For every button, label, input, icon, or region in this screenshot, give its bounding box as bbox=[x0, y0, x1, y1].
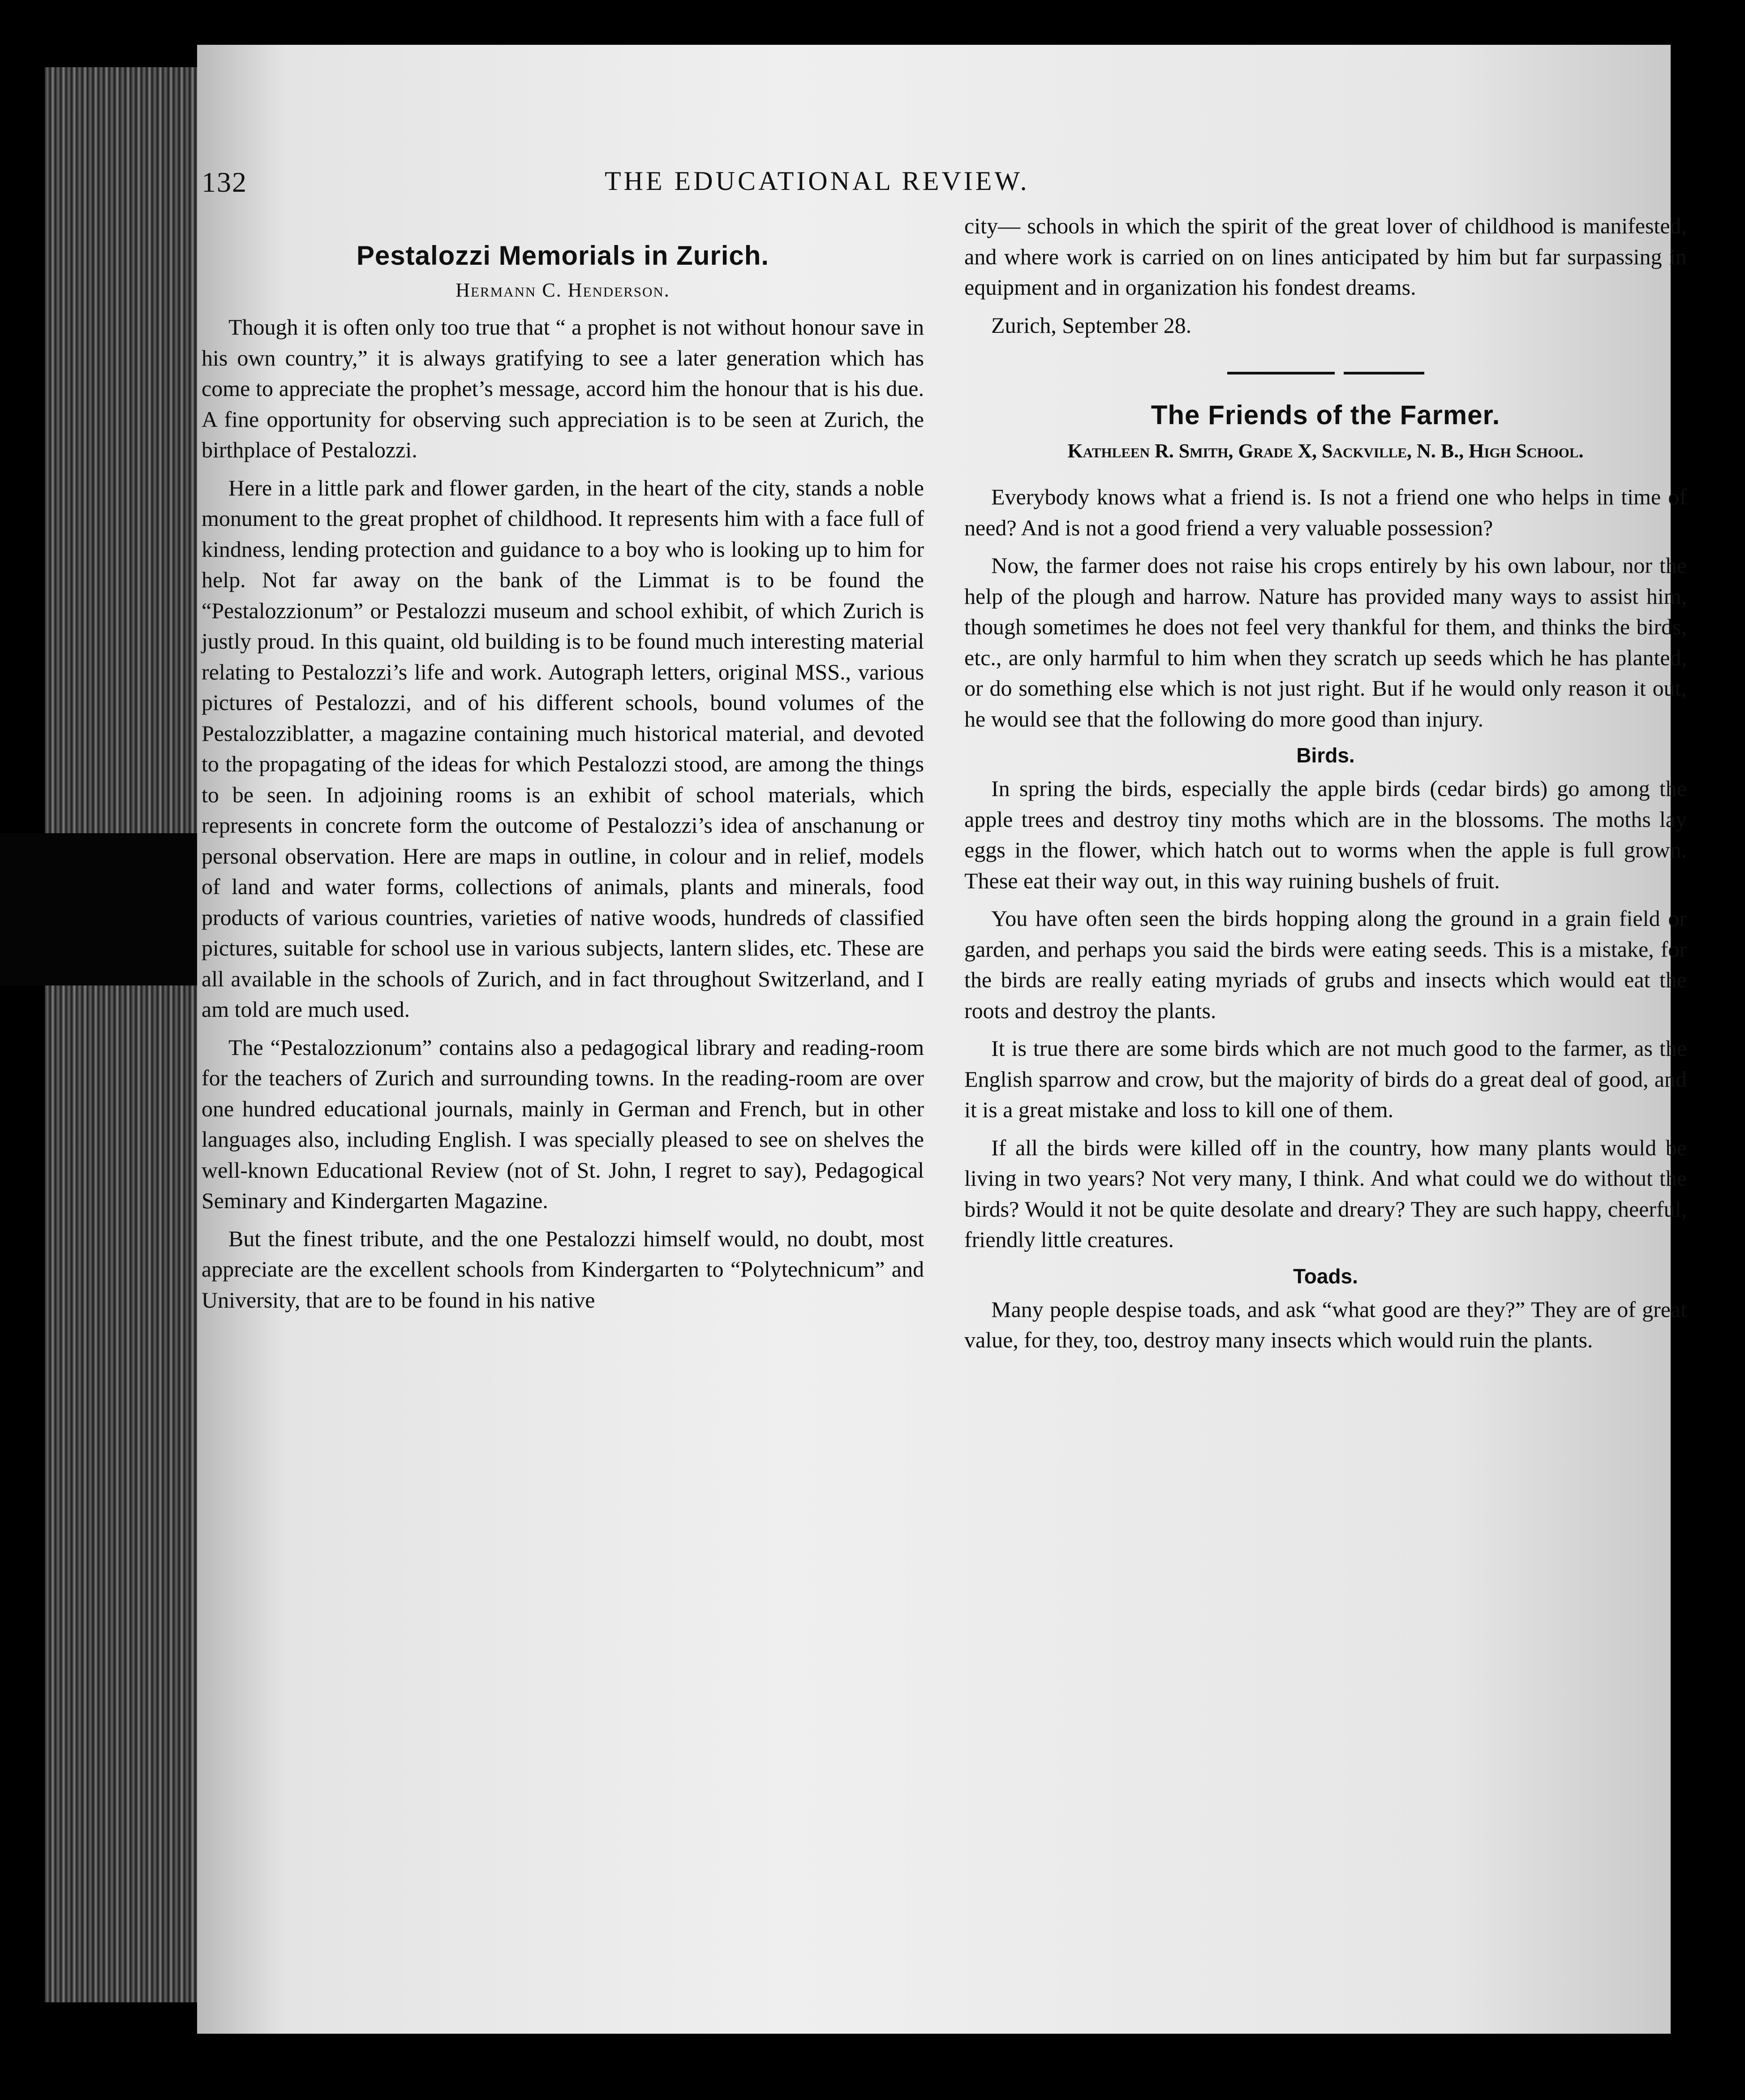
journal-title: THE EDUCATIONAL REVIEW. bbox=[605, 166, 1030, 196]
paragraph: Though it is often only too true that “ a prophet is not without honour save in his own country,” it is always gratifying to see a later generation which has come to appreciate the prophet’s message, accord him the honour that is his due. A fine opportunity for observing such appreciation is to be seen at Zurich, the birthplace of Pestalozzi. bbox=[202, 314, 924, 463]
paragraph: Now, the farmer does not raise his crops entirely by his own labour, nor the help of the plough and harrow. Nature has provided many ways to assist him, though sometimes he does not feel very thankful for them, and thinks the birds, etc., are only harmful to him when they scratch up seeds which he has planted, or do something else which is not just right. But if he would only reason it out, he would see that the following do more good than injury. bbox=[964, 553, 1687, 732]
paragraph: Many people despise toads, and ask “what good are they?” They are of great value, for they, too, destroy many insects which would ruin the plants. bbox=[964, 1296, 1687, 1353]
article-title-farmer: The Friends of the Farmer. bbox=[1151, 400, 1500, 430]
subheading-toads: Toads. bbox=[1293, 1264, 1358, 1288]
paragraph-continuation: city— schools in which the spirit of the great lover of childhood is manifested, and where work is carried on on lines anticipated by him but far surpassing in equipment and in organization his fondest dreams. bbox=[964, 213, 1687, 300]
text-columns bbox=[202, 211, 1687, 1966]
paragraph: If all the birds were killed off in the country, how many plants would be living in two years? Not very many, I think. And what could we do without the birds? Would it not be quite desolate and dreary? They are such happy, cheerful, friendly little creatures. bbox=[964, 1135, 1687, 1252]
dateline: Zurich, September 28. bbox=[991, 312, 1192, 338]
paragraph: Here in a little park and flower garden, in the heart of the city, stands a noble monument to the great prophet of childhood. It represents him with a face full of kindness, lending protection and guidance to a boy who is looking up to him for help. Not far away on the bank of the Limmat is to be found the “Pestalozzionum” or Pestalozzi museum and school exhibit, of which Zurich is justly proud. In this quaint, old building is to be found much interesting material relating to Pestalozzi’s life and work. Autograph letters, original MSS., various pictures of Pestalozzi, and of his different schools, bound volumes of the Pestalozziblatter, a magazine containing much historical material, and devoted to the propagating of the ideas for which Pestalozzi stood, are among the things to be seen. In adjoining rooms is an exhibit of school materials, which represents in concrete form the outcome of Pestalozzi’s idea of anschanung or personal observation. Here are maps in outline, in colour and in relief, models of land and water forms, collections of animals, plants and minerals, food products of various countries, varieties of native woods, hundreds of classified pictures, suitable for school use in various subjects, lantern slides, etc. These are all available in the schools of Zurich, and in fact throughout Switzerland, and I am told are much used. bbox=[202, 475, 924, 1022]
paragraph: It is true there are some birds which are not much good to the farmer, as the English sparrow and crow, but the majority of birds do a great deal of good, and it is a great mistake and loss to kill one of them. bbox=[964, 1036, 1687, 1123]
section-divider bbox=[964, 372, 1687, 374]
paragraph: But the finest tribute, and the one Pestalozzi himself would, no doubt, most appreciate are the excellent schools from Kindergarten to “Polytechnicum” and University, that are to be found in his native bbox=[202, 1226, 924, 1312]
subheading-birds: Birds. bbox=[1296, 744, 1355, 767]
paragraph: You have often seen the birds hopping along the ground in a grain field or garden, and perhaps you said the birds were eating seeds. This is a mistake, for the birds are really eating myriads of grubs and insects which would eat the roots and destroy the plants. bbox=[964, 906, 1687, 1023]
paragraph: In spring the birds, especially the apple birds (cedar birds) go among the apple trees and destroy tiny moths which are in the blossoms. The moths lay eggs in the flower, which hatch out to worms when the apple is full grown. These eat their way out, in this way ruining bushels of fruit. bbox=[964, 776, 1687, 893]
article-author-smith: Kathleen R. Smith, Grade X, Sackville, N. B., High School. bbox=[1067, 440, 1584, 462]
right-column bbox=[964, 211, 1687, 1966]
page-number: 132 bbox=[202, 166, 247, 198]
left-column bbox=[202, 211, 924, 1966]
article-title-pestalozzi: Pestalozzi Memorials in Zurich. bbox=[356, 241, 769, 271]
paragraph: The “Pestalozzionum” contains also a pedagogical library and reading-room for the teachers of Zurich and surrounding towns. In the reading-room are over one hundred educational journals, mainly in German and French, but in other languages also, including English. I was specially pleased to see on shelves the well-known Educational Review (not of St. John, I regret to say), Pedagogical Seminary and Kindergarten Magazine. bbox=[202, 1034, 924, 1214]
running-head bbox=[202, 148, 1664, 202]
article-author-henderson: Hermann C. Henderson. bbox=[456, 279, 670, 301]
paragraph: Everybody knows what a friend is. Is not a friend one who helps in time of need? And is not a good friend a very valuable possession? bbox=[964, 484, 1687, 540]
